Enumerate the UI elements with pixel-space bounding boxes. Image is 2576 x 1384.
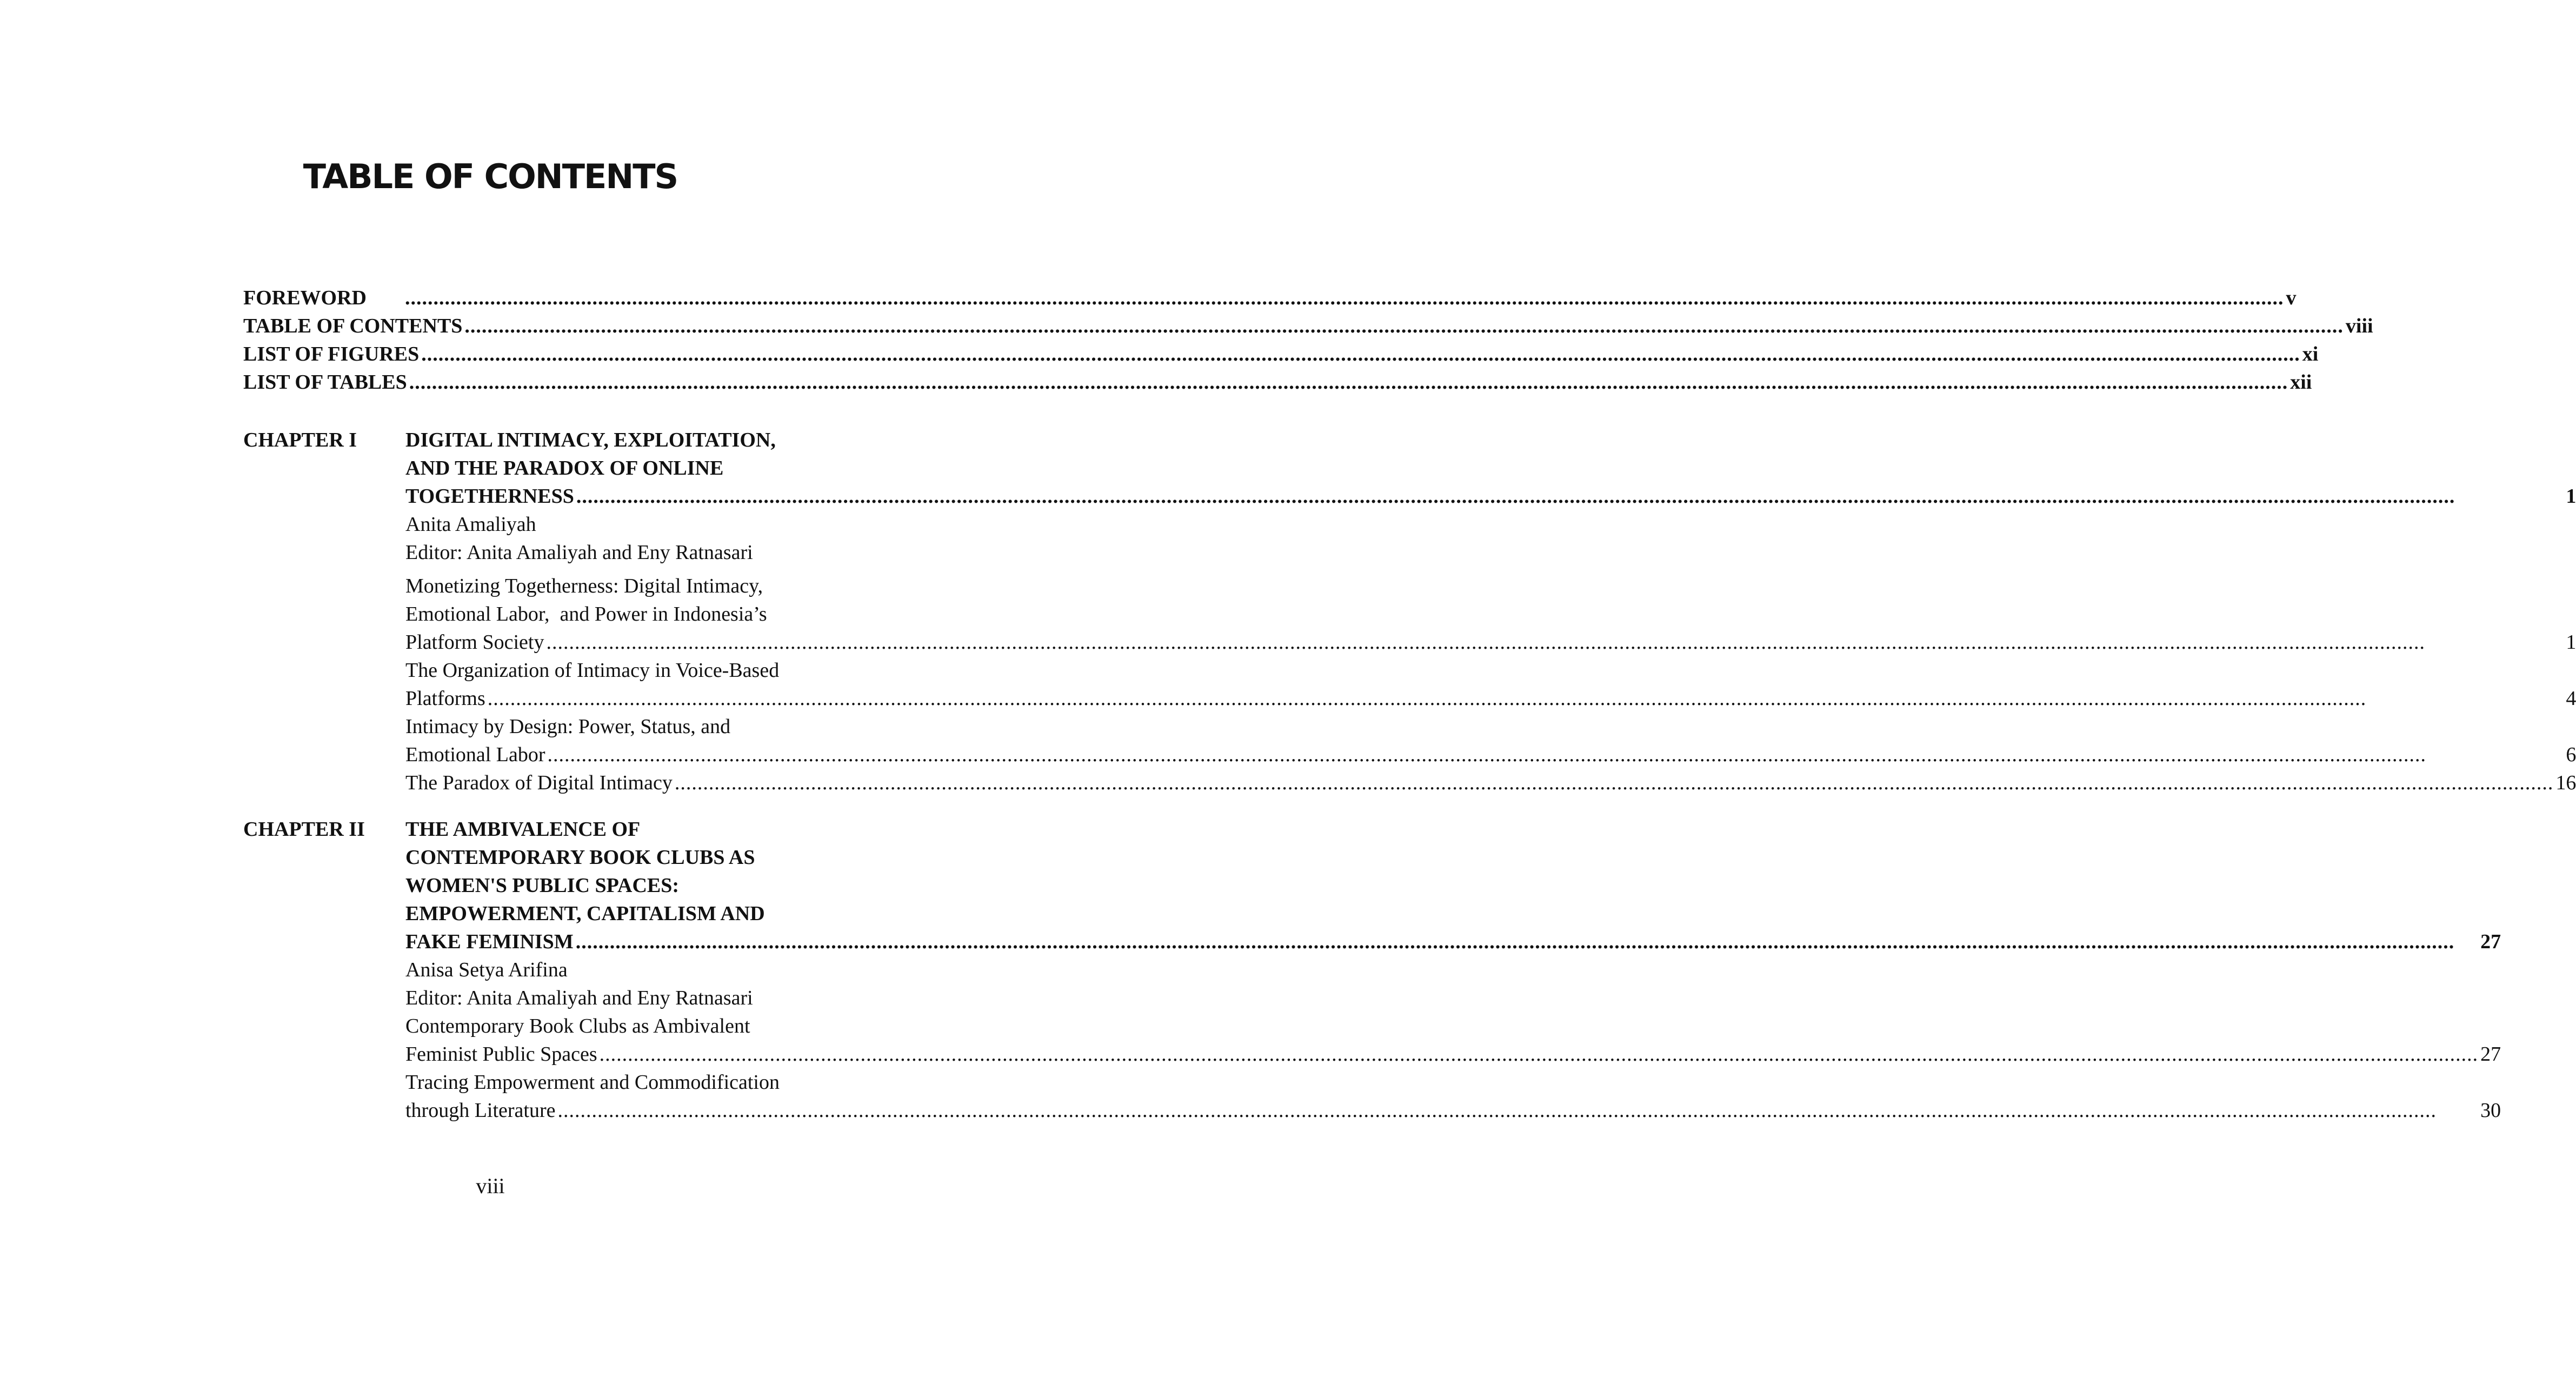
section-entry[interactable] — [405, 1068, 2501, 1124]
dot-leader — [488, 684, 2564, 713]
section-line: Emotional Labor, and Power in Indonesia’s — [405, 603, 767, 626]
dot-leader — [405, 284, 2284, 312]
dot-leader — [576, 482, 2564, 510]
toc-entry-label: LIST OF TABLES — [243, 371, 407, 394]
section-line: Feminist Public Spaces — [405, 1043, 597, 1066]
section-entry[interactable] — [405, 1012, 2501, 1068]
section-page: 30 — [2480, 1099, 2501, 1122]
chapter-2-block — [243, 815, 2501, 1124]
dot-leader — [558, 1096, 2479, 1124]
front-matter-list — [243, 284, 2373, 396]
section-page: 1 — [2566, 631, 2576, 654]
toc-entry-label: TABLE OF CONTENTS — [243, 315, 463, 337]
toc-entry-page: xi — [2302, 343, 2319, 365]
section-page: 6 — [2566, 743, 2576, 766]
toc-entry-page: v — [2286, 287, 2297, 309]
chapter-body — [405, 815, 2501, 1124]
chapter-body — [405, 426, 2576, 797]
section-line: Intimacy by Design: Power, Status, and — [405, 715, 731, 738]
toc-entry-list-of-tables[interactable] — [243, 368, 2312, 396]
section-line: Emotional Labor — [405, 743, 545, 766]
section-page: 16 — [2555, 771, 2576, 794]
chapter-title-line: EMPOWERMENT, CAPITALISM AND — [405, 902, 765, 925]
toc-entry-list-of-figures[interactable] — [243, 340, 2319, 368]
chapter-title-line: WOMEN'S PUBLIC SPACES: — [405, 874, 680, 897]
dot-leader — [576, 928, 2478, 956]
section-line: Contemporary Book Clubs as Ambivalent — [405, 1015, 750, 1037]
chapter-1-block — [243, 426, 2576, 797]
dot-leader — [421, 340, 2300, 368]
dot-leader — [675, 769, 2554, 797]
toc-entry-foreword[interactable] — [243, 284, 2297, 312]
dot-leader — [548, 741, 2564, 769]
toc-entry-table-of-contents[interactable] — [243, 312, 2373, 340]
chapter-editor: Editor: Anita Amaliyah and Eny Ratnasari — [405, 541, 753, 564]
section-entry[interactable] — [405, 713, 2576, 769]
toc-entry-page: viii — [2345, 315, 2373, 337]
dot-leader — [600, 1040, 2479, 1068]
chapter-page: 27 — [2480, 930, 2501, 953]
section-entry[interactable] — [405, 572, 2576, 656]
page-title: TABLE OF CONTENTS — [303, 157, 678, 196]
toc-entry-page: xii — [2290, 371, 2312, 394]
section-line: The Paradox of Digital Intimacy — [405, 771, 673, 794]
chapter-label: CHAPTER I — [243, 429, 357, 451]
section-page: 27 — [2480, 1043, 2501, 1066]
section-line: through Literature — [405, 1099, 556, 1122]
chapter-author: Anisa Setya Arifina — [405, 959, 568, 981]
toc-entry-label: FOREWORD — [243, 287, 367, 309]
dot-leader — [464, 312, 2344, 340]
chapter-title-line: THE AMBIVALENCE OF — [405, 818, 641, 841]
chapter-title-line: DIGITAL INTIMACY, EXPLOITATION, — [405, 429, 776, 451]
chapter-title-line: TOGETHERNESS — [405, 485, 574, 508]
section-line: Tracing Empowerment and Commodification — [405, 1071, 780, 1094]
section-entry[interactable] — [405, 656, 2576, 713]
chapter-page: 1 — [2566, 485, 2576, 508]
dot-leader — [409, 368, 2288, 396]
dot-leader — [546, 628, 2564, 656]
chapter-title-line: AND THE PARADOX OF ONLINE — [405, 457, 724, 480]
section-line: Platforms — [405, 687, 485, 710]
toc-entry-label: LIST OF FIGURES — [243, 343, 420, 365]
chapter-title-line: FAKE FEMINISM — [405, 930, 574, 953]
chapter-title-entry[interactable] — [405, 928, 2501, 956]
section-line: Monetizing Togetherness: Digital Intimacy, — [405, 575, 763, 597]
page-number: viii — [476, 1174, 505, 1198]
chapter-editor: Editor: Anita Amaliyah and Eny Ratnasari — [405, 987, 753, 1009]
chapter-title-entry[interactable] — [405, 482, 2576, 510]
section-line: The Organization of Intimacy in Voice-Based — [405, 659, 780, 682]
chapter-author: Anita Amaliyah — [405, 513, 536, 536]
chapter-title-line: CONTEMPORARY BOOK CLUBS AS — [405, 846, 755, 869]
section-line: Platform Society — [405, 631, 544, 654]
chapter-label: CHAPTER II — [243, 818, 365, 841]
section-entry[interactable] — [405, 769, 2576, 797]
section-page: 4 — [2566, 687, 2576, 710]
